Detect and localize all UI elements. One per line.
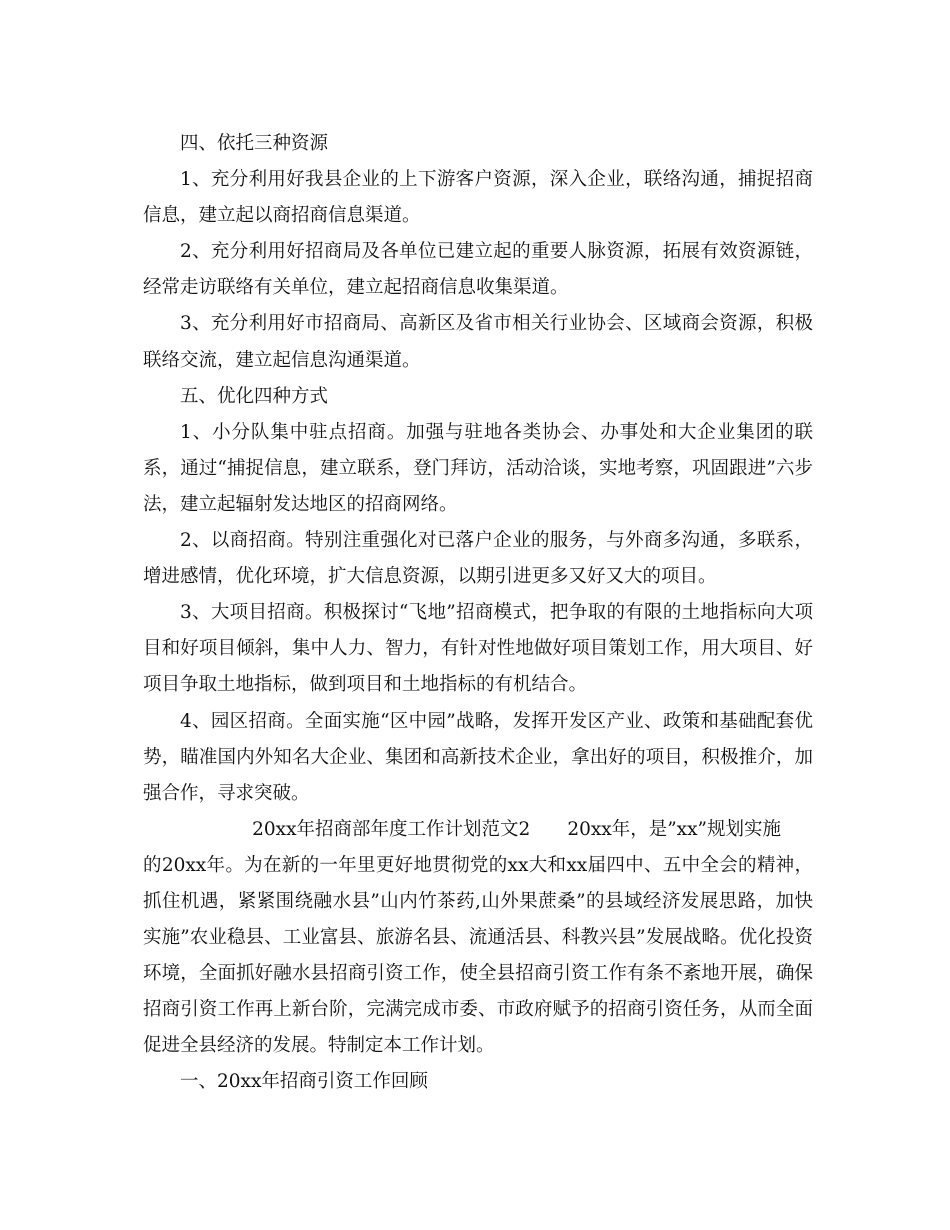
paragraph-resource-2: 2、充分利用好招商局及各单位已建立起的重要人脉资源，拓展有效资源链，经常走访联络有关单位，建立起招商信息收集渠道。 bbox=[143, 241, 813, 299]
section-title-line: 20xx年招商部年度工作计划范文2 20xx年，是”xx”规划实施 bbox=[252, 818, 782, 840]
document-body bbox=[143, 126, 813, 1101]
paragraph-resource-1: 1、充分利用好我县企业的上下游客户资源，深入企业，联络沟通，捕捉招商信息，建立起以商招商信息渠道。 bbox=[143, 169, 813, 227]
paragraph-resource-3: 3、充分利用好市招商局、高新区及省市相关行业协会、区域商会资源，积极联络交流，建立起信息沟通渠道。 bbox=[143, 313, 813, 371]
heading-resources: 四、依托三种资源 bbox=[180, 133, 329, 154]
heading-methods: 五、优化四种方式 bbox=[180, 385, 329, 407]
paragraph-method-2: 2、以商招商。特别注重强化对已落户企业的服务，与外商多沟通，多联系，增进感情，优化环境，扩大信息资源，以期引进更多又好又大的项目。 bbox=[143, 530, 813, 588]
paragraph-method-4: 4、园区招商。全面实施“区中园”战略，发挥开发区产业、政策和基础配套优势，瞄准国内外知名大企业、集团和高新技术企业，拿出好的项目，积极推介，加强合作，寻求突破。 bbox=[143, 710, 813, 804]
section-body: 的20xx年。为在新的一年里更好地贯彻党的xx大和xx届四中、五中全会的精神，抓住机遇，紧紧围绕融水县”山内竹茶药,山外果蔗桑”的县域经济发展思路，加快实施”农业稳县、工业富县、旅游名县、流通活县、科教兴县”发展战略。优化投资环境，全面抓好融水县招商引资工作，使全县招商引资工作有条不紊地开展，确保招商引资工作再上新台阶，完满完成市委、市政府赋予的招商引资任务，从而全面促进全县经济的发展。特制定本工作计划。 bbox=[143, 854, 813, 1057]
paragraph-method-1: 1、小分队集中驻点招商。加强与驻地各类协会、办事处和大企业集团的联系，通过“捕捉信息，建立联系，登门拜访，活动洽谈，实地考察，巩固跟进”六步法，建立起辐射发达地区的招商网络。 bbox=[143, 421, 813, 515]
heading-review: 一、20xx年招商引资工作回顾 bbox=[180, 1071, 428, 1093]
paragraph-method-3: 3、大项目招商。积极探讨“飞地”招商模式，把争取的有限的土地指标向大项目和好项目倾斜，集中人力、智力，有针对性地做好项目策划工作，用大项目、好项目争取土地指标，做到项目和土地指标的有机结合。 bbox=[143, 602, 813, 696]
